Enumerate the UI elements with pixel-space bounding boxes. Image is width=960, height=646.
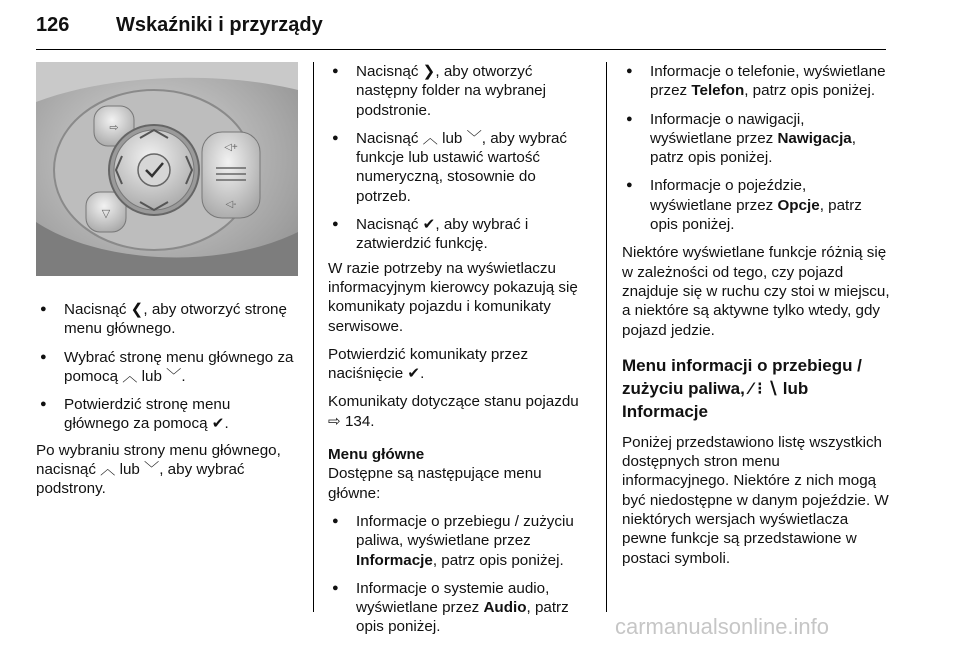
list-item: ● Nacisnąć ︿ lub ﹀, aby wybrać funkcje lub ustawić wartość numeryczną, stosownie do potrzeb. xyxy=(328,129,592,206)
section-heading: Menu informacji o przebiegu / zużyciu paliwa, ⁄ ⁝ ∖ lub Informacje xyxy=(622,355,862,421)
column-2 xyxy=(328,62,592,646)
list-item-text: , patrz opis poniżej. xyxy=(650,129,856,167)
list-item-text: Informacje o systemie audio, wyświetlane przez xyxy=(356,579,550,617)
list-item: ● Nacisnąć ❯, aby otworzyć następny folder na wybranej podstronie. xyxy=(328,62,592,120)
col3-bullet-list xyxy=(622,62,890,234)
menu-name: Informacje xyxy=(356,551,433,569)
svg-text:⇨: ⇨ xyxy=(109,122,119,134)
menu-name: Opcje xyxy=(777,196,820,214)
paragraph: Poniżej przedstawiono listę wszystkich dostępnych stron menu informacyjnego. Niektóre z nich mogą być niedostępne w danym pojeździe. W niektórych wersjach wyświetlacza pewne funkcje są przedstawione w postaci symboli. xyxy=(622,433,889,567)
list-item-text: , patrz opis poniżej. xyxy=(356,599,569,636)
svg-text:◁-: ◁- xyxy=(225,199,237,210)
list-item: ● Nacisnąć ✔, aby wybrać i zatwierdzić funkcję. xyxy=(328,215,592,254)
list-item xyxy=(328,579,592,637)
page-number: 126 xyxy=(36,14,70,36)
main-menu-list xyxy=(328,512,592,637)
paragraph: Po wybraniu strony menu głównego, nacisnąć ︿ lub ﹀, aby wybrać podstrony. xyxy=(36,441,281,498)
list-item-text: Informacje o przebiegu / zużyciu paliwa, wyświetlane przez xyxy=(356,512,574,550)
watermark: carmanualsonline.info xyxy=(615,614,830,639)
list-item xyxy=(622,176,890,234)
col1-bullet-list xyxy=(36,300,298,434)
paragraph: Potwierdzić komunikaty przez naciśnięcie ✔. xyxy=(328,345,529,383)
list-item: ● Wybrać stronę menu głównego za pomocą ︿ lub ﹀. xyxy=(36,348,298,387)
column-1 xyxy=(36,62,298,508)
list-item xyxy=(622,62,890,101)
steering-wheel-controls-photo xyxy=(36,62,298,276)
paragraph: W razie potrzeby na wyświetlaczu informacyjnym kierowcy pokazują się komunikaty pojazdu i komunikaty serwisowe. xyxy=(328,259,578,335)
list-item-text: , patrz opis poniżej. xyxy=(744,82,876,100)
list-item-text: , patrz opis poniżej. xyxy=(432,551,564,569)
page-header xyxy=(36,14,886,44)
list-item xyxy=(622,110,890,168)
column-divider-right xyxy=(606,62,607,612)
list-item xyxy=(328,512,592,570)
paragraph: Niektóre wyświetlane funkcje różnią się w zależności od tego, czy pojazd znajduje się w ruchu czy stoi w miejscu, a niektóre są aktywne tylko wtedy, gdy pojazd jedzie. xyxy=(622,244,890,339)
list-item-text: , patrz opis poniżej. xyxy=(650,196,862,234)
page-title: Wskaźniki i przyrządy xyxy=(116,14,323,36)
menu-name: Nawigacja xyxy=(777,129,852,147)
menu-name: Audio xyxy=(483,599,527,617)
col2-bullet-list xyxy=(328,62,592,254)
list-item: ● Potwierdzić stronę menu głównego za pomocą ✔. xyxy=(36,395,298,434)
subheading-main-menu: Menu główne xyxy=(328,446,425,464)
column-3 xyxy=(622,62,890,577)
paragraph: Dostępne są następujące menu główne: xyxy=(328,465,542,502)
list-item-text: Informacje o pojeździe, wyświetlane przez xyxy=(650,177,807,214)
svg-text:◁+: ◁+ xyxy=(224,142,238,153)
list-item: ● Nacisnąć ❮, aby otworzyć stronę menu głównego. xyxy=(36,300,298,339)
paragraph: Komunikaty dotyczące stanu pojazdu ⇨ 134. xyxy=(328,393,579,430)
svg-text:▽: ▽ xyxy=(101,208,111,220)
column-divider-left xyxy=(313,62,314,612)
header-divider xyxy=(36,49,886,50)
menu-name: Telefon xyxy=(691,82,745,100)
list-item-text: Informacje o nawigacji, wyświetlane przez xyxy=(650,110,805,147)
list-item-text: Informacje o telefonie, wyświetlane przez xyxy=(650,63,886,100)
